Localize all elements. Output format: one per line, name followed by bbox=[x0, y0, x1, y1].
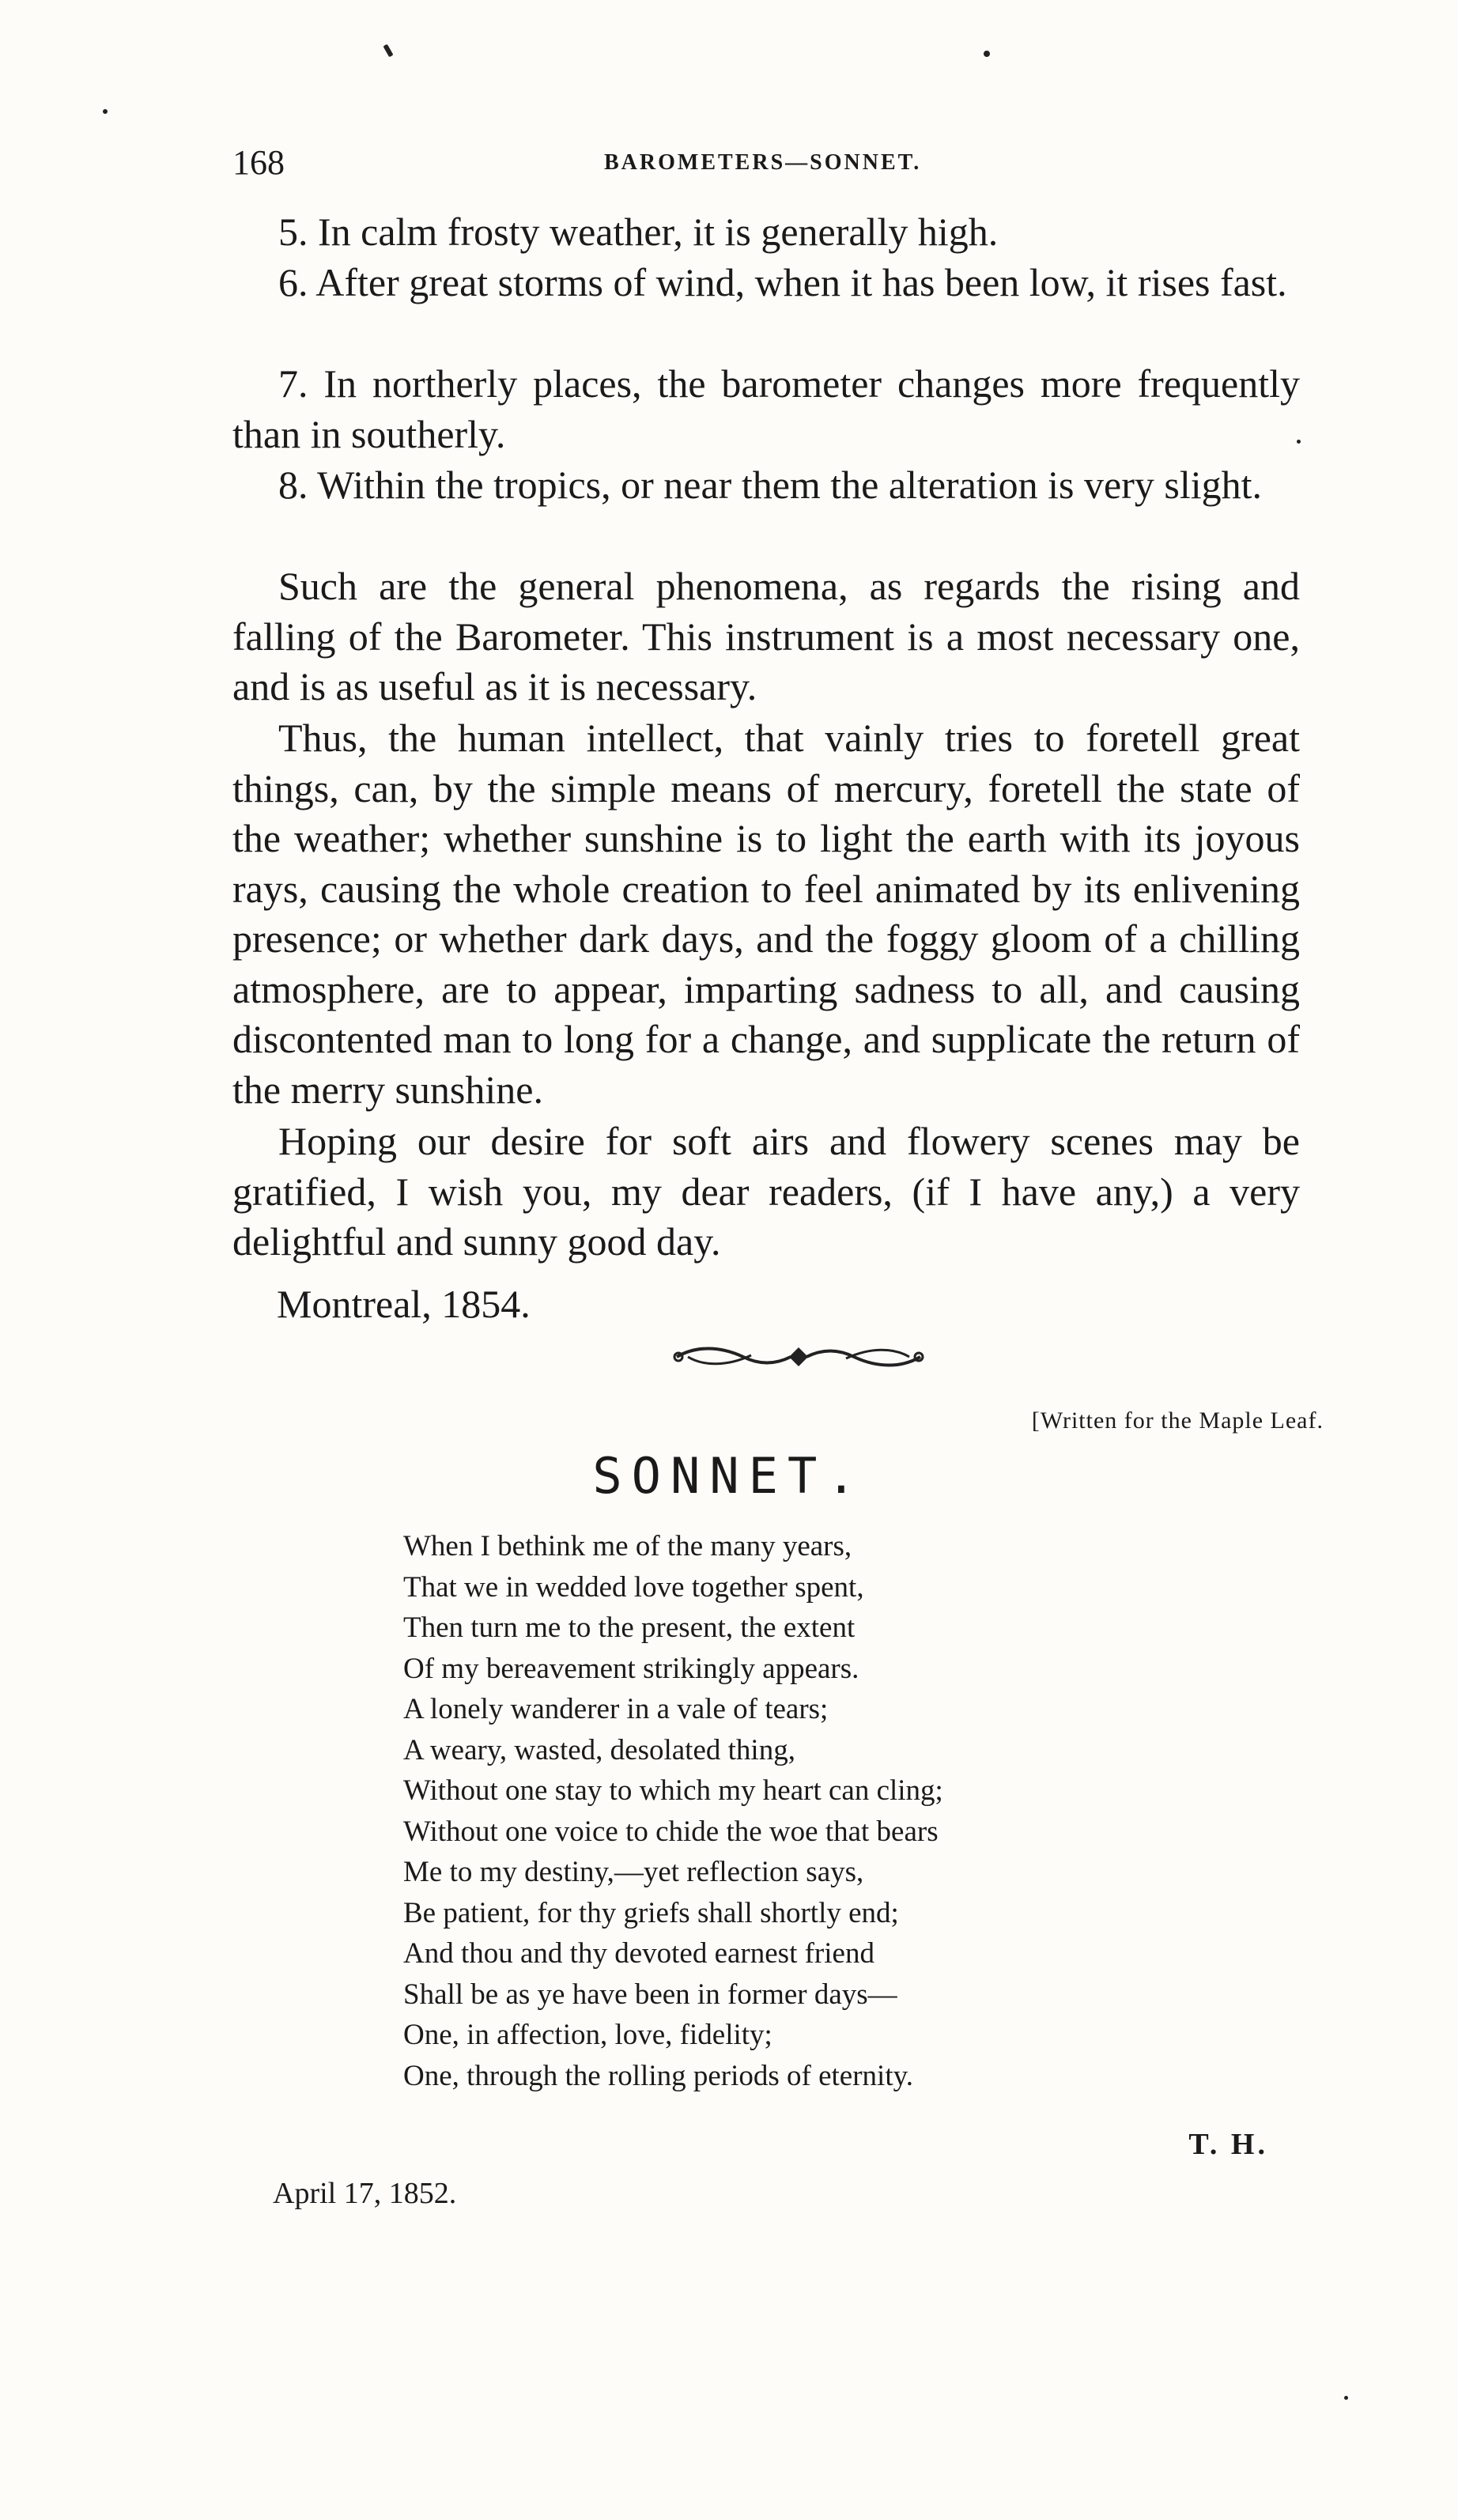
poem-line: Me to my destiny,—yet reflection says, bbox=[403, 1856, 864, 1888]
poem-line: Without one stay to which my heart can cling; bbox=[403, 1774, 943, 1807]
attribution: [Written for the Maple Leaf. bbox=[1031, 1407, 1324, 1434]
poem-signature: T. H. bbox=[1188, 2128, 1268, 2161]
list-item-5: 5. In calm frosty weather, it is generally high. bbox=[278, 210, 999, 254]
page-header bbox=[232, 142, 1023, 190]
poem-line: A lonely wanderer in a vale of tears; bbox=[403, 1693, 829, 1725]
poem-line: When I bethink me of the many years, bbox=[403, 1530, 852, 1562]
running-head: BAROMETERS—SONNET. bbox=[604, 150, 922, 175]
scan-speck bbox=[103, 109, 108, 114]
scan-speck bbox=[383, 44, 393, 58]
poem-line: Without one voice to chide the woe that bears bbox=[403, 1815, 939, 1848]
dateline: Montreal, 1854. bbox=[277, 1282, 531, 1326]
poem bbox=[403, 1526, 1194, 2096]
scan-speck bbox=[984, 51, 990, 57]
poem-title: SONNET. bbox=[592, 1447, 866, 1505]
paragraph-closing: Hoping our desire for soft airs and flowery scenes may be gratified, I wish you, my dear readers, (if I have any,) a very delightful and sunny good day. bbox=[232, 1119, 1300, 1264]
poem-line: Of my bereavement strikingly appears. bbox=[403, 1652, 859, 1685]
paragraph-intellect: Thus, the human intellect, that vainly tries to foretell great things, can, by the simple means of mercury, foretell the state of the weather; whether sunshine is to light the earth with its joyous rays, causing the whole creation to feel animated by its enlivening presence; or whether dark days, and the foggy gloom of a chilling atmosphere, are to appear, imparting sadness to all, and causing discontented man to long for a change, and supplicate the return of the merry sunshine. bbox=[232, 716, 1300, 1112]
poem-line: A weary, wasted, desolated thing, bbox=[403, 1733, 795, 1766]
poem-line: That we in wedded love together spent, bbox=[403, 1570, 864, 1604]
decorative-flourish-divider-icon bbox=[672, 1343, 925, 1371]
list-item-6: 6. After great storms of wind, when it has been low, it rises fast. bbox=[278, 260, 1287, 304]
page-number: 168 bbox=[232, 143, 285, 182]
poem-line: And thou and thy devoted earnest friend bbox=[403, 1937, 874, 1970]
poem-line: Be patient, for thy griefs shall shortly end; bbox=[403, 1896, 899, 1929]
list-item-7: 7. In northerly places, the barometer changes more frequently than in southerly. bbox=[232, 361, 1300, 456]
poem-date: April 17, 1852. bbox=[273, 2177, 457, 2210]
scan-speck bbox=[1344, 2396, 1348, 2400]
list-item-8: 8. Within the tropics, or near them the alteration is very slight. bbox=[278, 463, 1262, 507]
poem-line: Then turn me to the present, the extent bbox=[403, 1611, 856, 1644]
poem-line: One, through the rolling periods of eternity. bbox=[403, 2059, 913, 2092]
poem-line: One, in affection, love, fidelity; bbox=[403, 2019, 772, 2051]
poem-line: Shall be as ye have been in former days— bbox=[403, 1978, 897, 2011]
paragraph-phenomena: Such are the general phenomena, as regards the rising and falling of the Barometer. This instrument is a most necessary one, and is as useful as it is necessary. bbox=[232, 564, 1300, 708]
